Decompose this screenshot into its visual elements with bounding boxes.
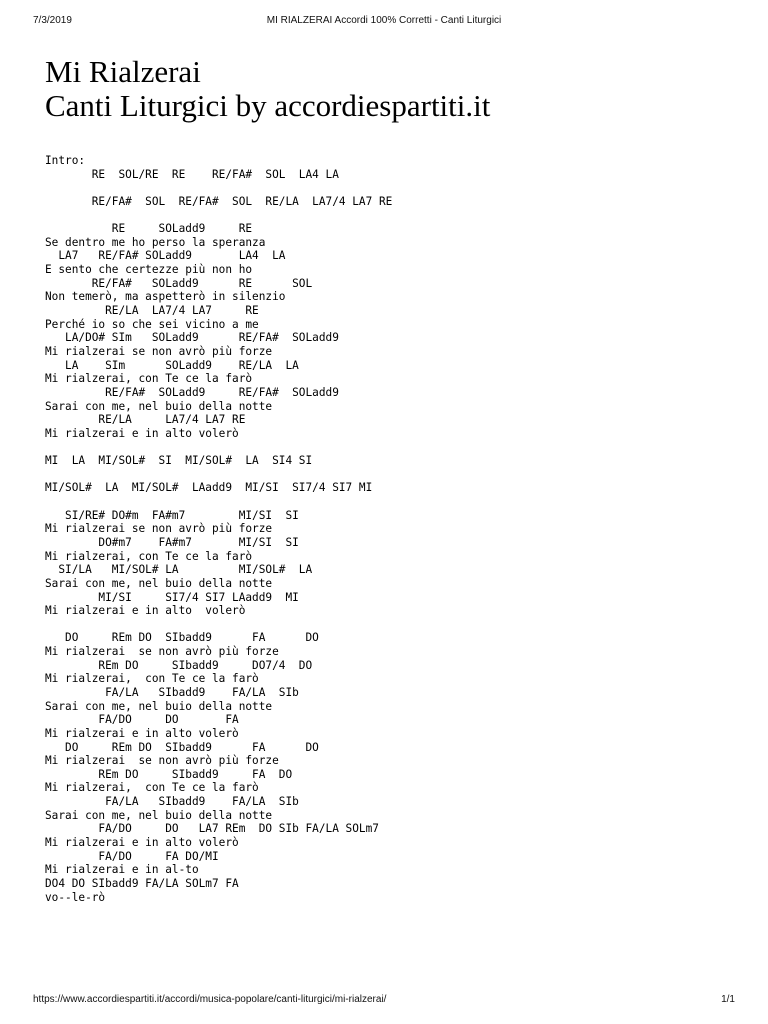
sheet-line: LA SIm SOLadd9 RE/LA LA xyxy=(45,358,299,372)
sheet-line: SI/RE# DO#m FA#m7 MI/SI SI xyxy=(45,508,299,522)
sheet-line: Perché io so che sei vicino a me xyxy=(45,317,259,331)
sheet-line xyxy=(45,618,392,632)
sheet-line: FA/DO DO FA xyxy=(45,713,239,727)
sheet-line xyxy=(45,468,392,482)
sheet-line: Sarai con me, nel buio della notte xyxy=(45,576,273,590)
sheet-line: Mi rialzerai, con Te ce la farò xyxy=(45,372,253,386)
page-number: 1/1 xyxy=(721,994,735,1005)
sheet-line xyxy=(45,440,392,454)
sheet-line: Mi rialzerai e in alto volerò xyxy=(45,426,239,440)
sheet-line: vo--le-rò xyxy=(45,890,106,904)
sheet-line: Mi rialzerai e in alto volerò xyxy=(45,604,246,618)
sheet-line: DO4 DO SIbadd9 FA/LA SOLm7 FA xyxy=(45,876,239,890)
sheet-line: RE SOLadd9 RE xyxy=(45,222,253,236)
sheet-line: RE/FA# SOLadd9 RE/FA# SOLadd9 xyxy=(45,385,339,399)
sheet-line: Mi rialzerai, con Te ce la farò xyxy=(45,781,259,795)
sheet-line: Sarai con me, nel buio della notte xyxy=(45,699,273,713)
sheet-line xyxy=(45,181,392,195)
sheet-line: RE/FA# SOLadd9 RE SOL xyxy=(45,276,313,290)
sheet-line: Mi rialzerai se non avrò più forze xyxy=(45,522,273,536)
sheet-line: REm DO SIbadd9 FA DO xyxy=(45,767,293,781)
sheet-line: Mi rialzerai se non avrò più forze xyxy=(45,754,279,768)
sheet-line: E sento che certezze più non ho xyxy=(45,263,253,277)
sheet-line: DO#m7 FA#m7 MI/SI SI xyxy=(45,535,299,549)
sheet-line: Non temerò, ma aspetterò in silenzio xyxy=(45,290,286,304)
sheet-line: RE/LA LA7/4 LA7 RE xyxy=(45,413,246,427)
sheet-line: Mi rialzerai, con Te ce la farò xyxy=(45,672,259,686)
sheet-line: Mi rialzerai se non avrò più forze xyxy=(45,344,273,358)
sheet-line: RE/LA LA7/4 LA7 RE xyxy=(45,304,259,318)
song-title: Mi Rialzerai xyxy=(45,54,201,89)
sheet-line: Sarai con me, nel buio della notte xyxy=(45,808,273,822)
sheet-line: MI/SI SI7/4 SI7 LAadd9 MI xyxy=(45,590,299,604)
print-url: https://www.accordiespartiti.it/accordi/musica-popolare/canti-liturgici/mi-rialzerai/ xyxy=(33,994,387,1005)
sheet-line: DO REm DO SIbadd9 FA DO xyxy=(45,631,319,645)
sheet-line: RE/FA# SOL RE/FA# SOL RE/LA LA7/4 LA7 RE xyxy=(45,194,393,208)
sheet-line: Mi rialzerai e in alto volerò xyxy=(45,726,239,740)
song-subtitle: Canti Liturgici by accordiespartiti.it xyxy=(45,88,491,123)
sheet-line: FA/LA SIbadd9 FA/LA SIb xyxy=(45,685,299,699)
sheet-line: FA/DO DO LA7 REm DO SIb FA/LA SOLm7 xyxy=(45,822,379,836)
print-date: 7/3/2019 xyxy=(33,15,72,26)
sheet-line xyxy=(45,209,392,223)
sheet-line: Intro: xyxy=(45,154,86,167)
sheet-line: FA/DO FA DO/MI xyxy=(45,849,219,863)
sheet-line: Mi rialzerai, con Te ce la farò xyxy=(45,549,253,563)
chord-sheet xyxy=(45,154,392,904)
sheet-line: Mi rialzerai se non avrò più forze xyxy=(45,645,279,659)
sheet-line: LA7 RE/FA# SOLadd9 LA4 LA xyxy=(45,249,286,263)
sheet-line: MI/SOL# LA MI/SOL# LAadd9 MI/SI SI7/4 SI7 MI xyxy=(45,481,373,495)
sheet-line: Mi rialzerai e in al-to xyxy=(45,863,199,877)
sheet-line: FA/LA SIbadd9 FA/LA SIb xyxy=(45,795,299,809)
sheet-line: DO REm DO SIbadd9 FA DO xyxy=(45,740,319,754)
sheet-line: SI/LA MI/SOL# LA MI/SOL# LA xyxy=(45,563,313,577)
sheet-line: MI LA MI/SOL# SI MI/SOL# LA SI4 SI xyxy=(45,454,313,468)
sheet-line xyxy=(45,495,392,509)
sheet-line: Mi rialzerai e in alto volerò xyxy=(45,836,239,850)
print-page-title: MI RIALZERAI Accordi 100% Corretti - Canti Liturgici xyxy=(266,15,502,26)
sheet-line: LA/DO# SIm SOLadd9 RE/FA# SOLadd9 xyxy=(45,331,339,345)
sheet-line: Se dentro me ho perso la speranza xyxy=(45,235,266,249)
sheet-line: REm DO SIbadd9 DO7/4 DO xyxy=(45,658,313,672)
sheet-line: RE SOL/RE RE RE/FA# SOL LA4 LA xyxy=(45,167,339,181)
sheet-line: Sarai con me, nel buio della notte xyxy=(45,399,273,413)
